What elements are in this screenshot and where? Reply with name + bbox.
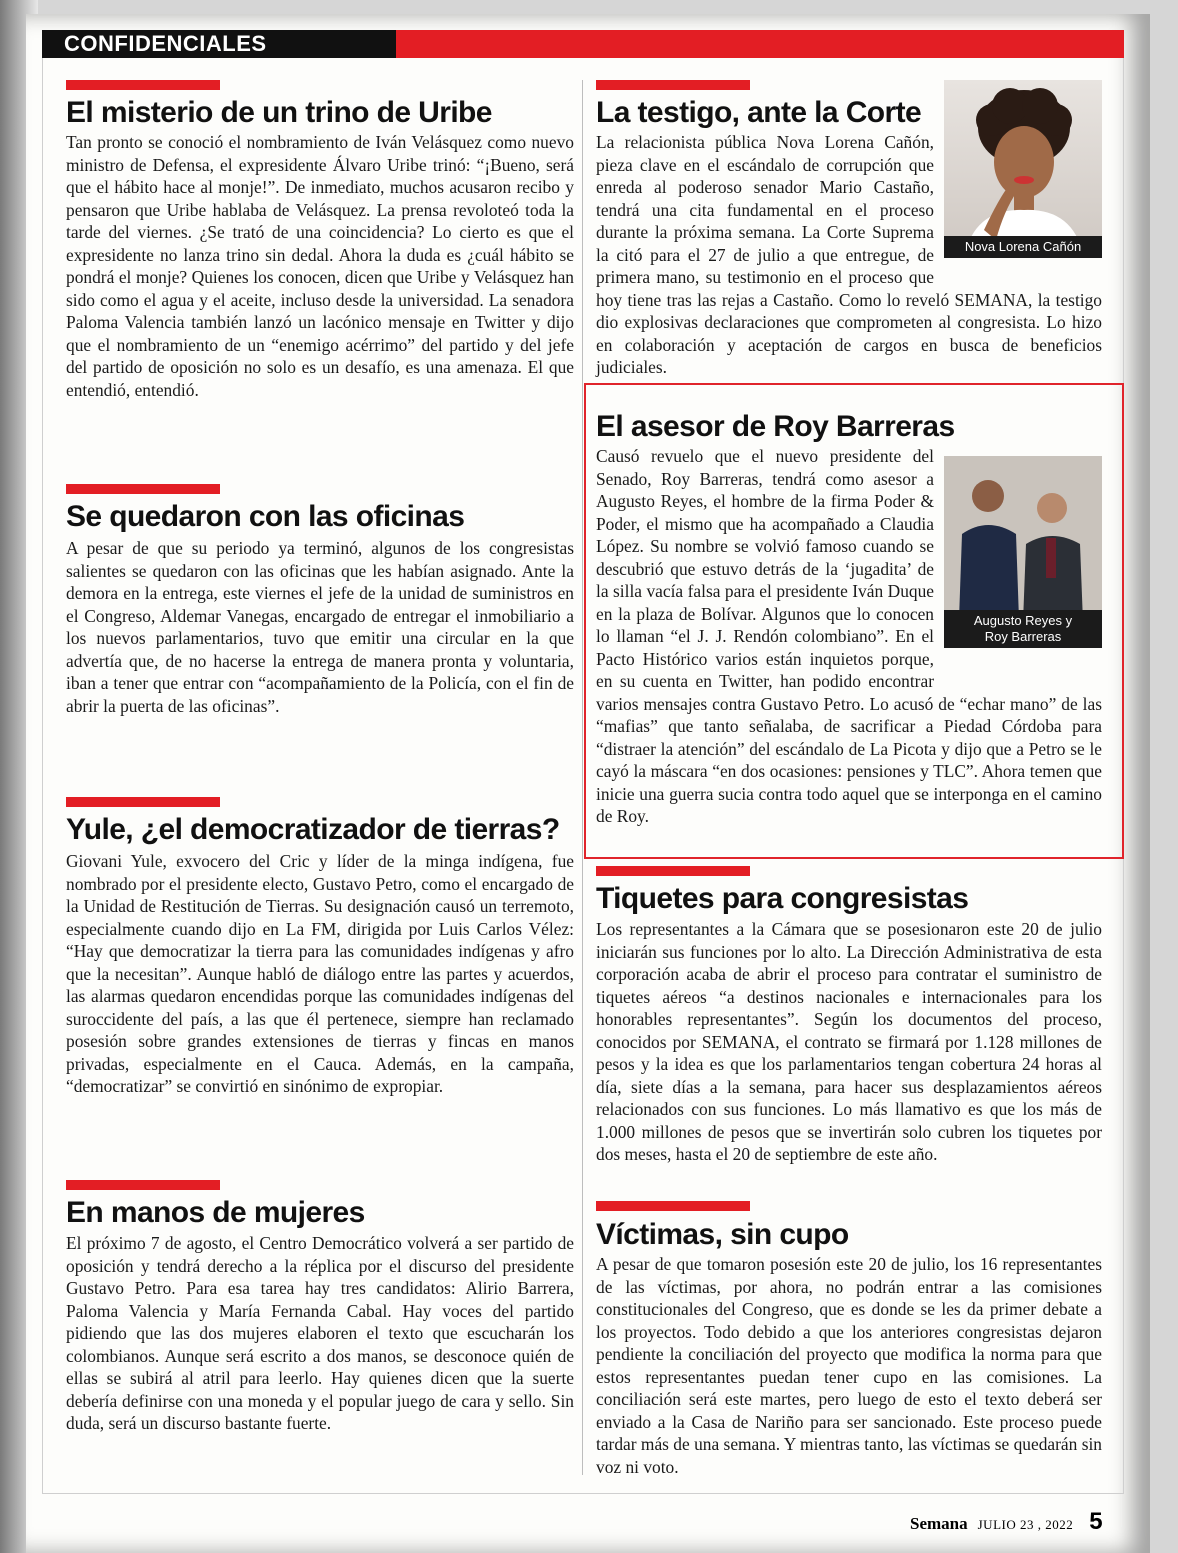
photo-caption-line: Roy Barreras — [984, 629, 1062, 644]
kicker-bar — [66, 797, 220, 807]
kicker-bar — [66, 80, 220, 90]
article-headline: Víctimas, sin cupo — [596, 1218, 849, 1251]
kicker-bar — [66, 1180, 220, 1190]
article-body: Tan pronto se conoció el nombramiento de Iván Velásquez como nuevo ministro de Defensa, el expresidente Álvaro Uribe trinó: “¡Bueno, será que el hábito hace al monje!”. De inmediato, muchos acusaron recibo y pensaron que Uribe hablaba de Velásquez. La prensa revoloteó toda la tarde del viernes. ¿Se trató de una coincidencia? Lo cierto es que el expresidente no lanza trino sin dedal. Ahora la duda es ¿cuál hábito se pondrá el monje? Quienes los conocen, dicen que Uribe y Velásquez han sido como el agua y el aceite, incluso desde la universidad. La senadora Paloma Valencia también lanzó un lacónico mensaje en Twitter y dijo que el nombramiento de un “enemigo acérrimo” del partido y del jefe del partido de oposición no solo es un desafío, es una amenaza. El que entendió, entendió. — [66, 132, 574, 400]
page-number: 5 — [1089, 1508, 1103, 1535]
kicker-bar — [596, 866, 750, 876]
float-spacer — [934, 131, 1102, 273]
article-body-text: Causó revuelo que el nuevo presidente del Senado, Roy Barreras, tendrá como asesor a Augusto Reyes, el hombre de la firma Poder & Poder, el mismo que ha acompañado a Claudia López. Su nombre se volvió famoso cuando se descubrió que estuvo detrás de la ‘jugadita’ de la silla vacía falsa para el presidente Iván Duque en la plaza de Bolívar. Algunos que lo conocen lo llaman “el J. J. Rendón colombiano”. En el Pacto Histórico varios están inquietos porque, en su cuenta en Twitter, han podido encontrar varios mensajes contra Gustavo Petro. Lo acusó de “echar mano” de las “mafias” que tanto señalaba, de sacrificar a Piedad Córdoba para “distraer la atención” del escándalo de La Picota y dijo que a Petro se le cayó la máscara “en dos ocasiones: pensiones y TLC”. Ahora temen que inicie una guerra sucia contra todo aquel que se interponga en el camino de Roy. — [596, 446, 1102, 826]
article-body: Giovani Yule, exvocero del Cric y líder de la minga indígena, fue nombrado por el presidente electo, Gustavo Petro, como el encargado de la Unidad de Restitución de Tierras. Su designación causó un terremoto, especialmente cuando dijo en La FM, dirigida por Luis Carlos Vélez: “Hay que democratizar la tierra para las comunidades indígenas y afro que la necesitan”. Aunque habló de diálogo entre las partes y acuerdos, las alarmas quedaron encendidas porque las comunidades indígenas del suroccidente del país, a las que él pertenece, siempre han reclamado posesión sobre grandes extensiones de tierras y fincas en manos privadas, especialmente en el Cauca. Además, en la campaña, “democratizar” se convirtió en sinónimo de expropiar. — [66, 851, 574, 1096]
article-headline: El misterio de un trino de Uribe — [66, 96, 492, 129]
article-body: A pesar de que su periodo ya terminó, algunos de los congresistas salientes se quedaron con las oficinas que les habían asignado. Ante la demora en la entrega, este viernes el jefe de la unidad de suministros en el Congreso, Aldemar Vanegas, encargado de entregar el inmobiliario a los nuevos parlamentarios, tuvo que emitir una circular en la que advertía que, de no hacerse la entrega de manera pronta y voluntaria, iban a tener que entrar con “acompañamiento de la Policía, con el fin de abrir la puerta de las oficinas”. — [66, 538, 574, 716]
article-headline: Tiquetes para congresistas — [596, 882, 969, 915]
kicker-bar — [596, 80, 750, 90]
article-body-text: La relacionista pública Nova Lorena Cañón, pieza clave en el escándalo de corrupción que enreda al poderoso senador Mario Castaño, tendrá una cita fundamental en el proceso durante la próxima semana. La Corte Suprema la citó para el 27 de julio a que entregue, de primera mano, su testimonio en el proceso que hoy tiene tras las rejas a Castaño. Como lo reveló SEMANA, la testigo dio explosivas declaraciones que comprometen al congresista. Lo hizo en colaboración y aceptación de cargos en busca de beneficios judiciales. — [596, 132, 1102, 377]
photo-caption: Nova Lorena Cañón — [944, 236, 1102, 258]
section-label: CONFIDENCIALES — [42, 30, 396, 58]
magazine-name: Semana — [910, 1514, 968, 1533]
article-body — [596, 445, 1102, 828]
article-body — [596, 131, 1102, 379]
kicker-bar — [596, 1201, 750, 1211]
article-body: A pesar de que tomaron posesión este 20 de julio, los 16 representantes de las víctimas, por ahora, no podrán entrar a las comisiones constitucionales del Congreso, que es donde se les da primer debate a los proyectos. Todo debido a que los anteriores congresistas dejaron pendiente la conciliación del proyecto que modifica la norma para que estos representantes puedan tener cupo en las comisiones. La conciliación será este martes, pero luego de esto el texto deberá ser enviado a la Casa de Nariño para ser sancionado. Este proceso puede tardar más de una semana. Y mientras tanto, las víctimas se quedarán sin voz ni voto. — [596, 1254, 1102, 1477]
article-headline: Se quedaron con las oficinas — [66, 500, 465, 533]
photo-caption-line: Augusto Reyes y — [973, 613, 1073, 628]
float-spacer — [934, 445, 1102, 673]
article-headline: Yule, ¿el democratizador de tierras? — [66, 813, 560, 846]
article-headline: El asesor de Roy Barreras — [596, 410, 955, 443]
kicker-bar — [66, 484, 220, 494]
issue-date: JULIO 23 , 2022 — [977, 1517, 1074, 1532]
page-footer — [910, 1508, 1103, 1536]
article-body: El próximo 7 de agosto, el Centro Democrático volverá a ser partido de oposición y tendrá derecho a la réplica por el discurso del presidente Gustavo Petro. Para esa tarea hay tres candidatos: Alirio Barrera, Paloma Valencia y María Fernanda Cabal. Hay voces del partido pidiendo que las dos mujeres elaboren el texto que escucharán los colombianos. Aunque será escrito a dos manos, se desconoce quién de ellas se subirá al atril para leerlo. Hay quienes dicen que la suerte debería definirse con una moneda y el popular juego de cara y sello. Sin duda, será un discurso bastante fuerte. — [66, 1233, 574, 1433]
article-body: Los representantes a la Cámara que se posesionaron este 20 de julio iniciarán sus funciones por lo alto. La Dirección Administrativa de esta corporación acaba de abrir el proceso para contratar el suministro de tiquetes aéreos “a destinos nacionales e internacionales para los honorables representantes”. Según los documentos del proceso, conocidos por SEMANA, el contrato se firmará por 1.128 millones de pesos y la idea es que los parlamentarios tengan cobertura 24 horas al día, siete días a la semana, para hacer sus desplazamientos aéreos relacionados con sus funciones. Lo más llamativo es que los más de 1.000 millones de pesos que se invertirán solo cubren los tiquetes por dos meses, hasta el 20 de septiembre de este año. — [596, 919, 1102, 1164]
column-divider — [582, 80, 583, 1475]
article-headline: La testigo, ante la Corte — [596, 96, 922, 129]
article-headline: En manos de mujeres — [66, 1196, 365, 1229]
